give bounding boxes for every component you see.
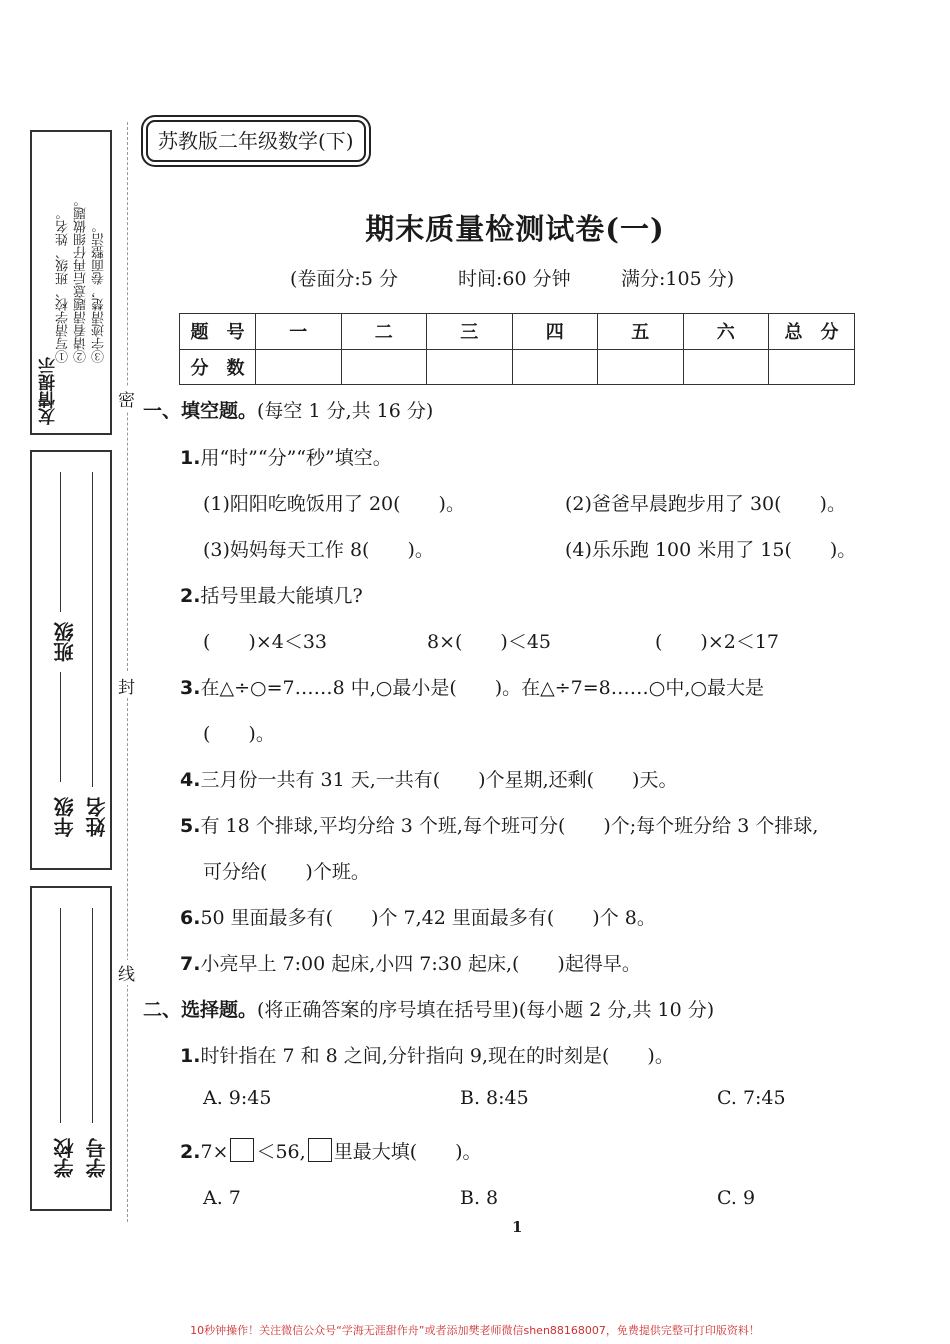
question-text: 括号里最大能填几? [200, 585, 363, 607]
question-text: 三月份一共有 31 天,一共有( )个星期,还剩( )天。 [200, 769, 678, 791]
section1-heading [143, 396, 433, 423]
question-text: 小亮早上 7:00 起床,小四 7:30 起床,( )起得早。 [200, 953, 641, 975]
question-number: 1. [180, 1045, 201, 1067]
question-1-1 [180, 443, 392, 470]
question-2-2 [180, 1137, 482, 1164]
score-cell[interactable] [769, 349, 855, 385]
fold-line [127, 122, 128, 1222]
name-line [92, 472, 93, 787]
info-time: 时间:60 分钟 [458, 268, 571, 290]
question-text: 时针指在 7 和 8 之间,分针指向 9,现在的时刻是( )。 [200, 1045, 674, 1067]
score-table-score-row [180, 349, 855, 385]
question-number: 2. [180, 1141, 201, 1163]
question-number: 5. [180, 815, 201, 837]
question-text: 在△÷○=7……8 中,○最小是( )。在△÷7=8……○中,○最大是 [200, 677, 764, 699]
tip-2: ②请看清题意后再仔细做题。 [74, 194, 89, 363]
header-cell: 四 [512, 314, 598, 350]
header-cell: 二 [341, 314, 427, 350]
score-cell[interactable] [598, 349, 684, 385]
question-number: 3. [180, 677, 201, 699]
header-cell: 六 [683, 314, 769, 350]
option-b: B. 8 [460, 1187, 499, 1209]
option-a: A. 7 [203, 1187, 241, 1209]
score-cell[interactable] [427, 349, 513, 385]
question-1-5 [180, 811, 818, 838]
option-c: C. 9 [717, 1187, 756, 1209]
section1-note: (每空 1 分,共 16 分) [257, 400, 434, 422]
question-1-3-cont: ( )。 [203, 723, 275, 745]
class-line-lower [60, 672, 61, 782]
score-table [179, 313, 855, 385]
question-1-2 [180, 581, 363, 608]
section2-heading [143, 995, 714, 1022]
header-cell: 题 号 [180, 314, 256, 350]
info-total: 满分:105 分) [621, 268, 735, 290]
header-cell: 总 分 [769, 314, 855, 350]
question-text: 50 里面最多有( )个 7,42 里面最多有( )个 8。 [200, 907, 656, 929]
tips-box [30, 130, 112, 435]
question-text: 用“时”“分”“秒”填空。 [200, 447, 392, 469]
question-1-1-a: (1)阳阳吃晚饭用了 20( )。 [203, 493, 465, 515]
question-1-1-c: (3)妈妈每天工作 8( )。 [203, 539, 434, 561]
student-id-label: 学号 [85, 1138, 109, 1178]
question-1-3 [180, 673, 764, 700]
school-info-box [30, 886, 112, 1211]
info-score: (卷面分:5 分 [290, 268, 398, 290]
score-table-header-row [180, 314, 855, 350]
id-line [92, 908, 93, 1123]
question-1-5-cont: 可分给( )个班。 [203, 861, 370, 883]
seal-mark-xian: 线 [118, 960, 135, 985]
score-cell[interactable] [341, 349, 427, 385]
header-cell: 三 [427, 314, 513, 350]
option-c: C. 7:45 [717, 1087, 786, 1109]
option-a: A. 9:45 [203, 1087, 272, 1109]
school-line [60, 908, 61, 1123]
grade-label: 年级 [53, 797, 77, 837]
header-cell: 五 [598, 314, 684, 350]
class-line [60, 472, 61, 612]
question-number: 6. [180, 907, 201, 929]
question-2-1 [180, 1041, 674, 1068]
seal-mark-feng: 封 [118, 673, 135, 698]
score-cell[interactable] [683, 349, 769, 385]
question-text-pre: 7× [200, 1141, 229, 1163]
question-1-4 [180, 765, 677, 792]
score-cell[interactable] [512, 349, 598, 385]
seal-mark-mi: 密 [118, 386, 135, 411]
answer-box[interactable] [308, 1138, 332, 1162]
question-number: 7. [180, 953, 201, 975]
question-1-2-a: ( )×4＜33 [203, 631, 328, 653]
school-label: 学校 [53, 1138, 77, 1178]
question-number: 2. [180, 585, 201, 607]
footer-note: 10秒钟操作！关注微信公众号“学海无涯甜作舟”或者添加樊老师微信shen88168007，免费提供完整可打印版资料！ [190, 1324, 760, 1337]
question-1-2-b: 8×( )＜45 [427, 631, 552, 653]
edition-badge: 苏教版二年级数学(下) [146, 120, 366, 162]
page-title: 期末质量检测试卷(一) [365, 212, 665, 246]
section2-note: (将正确答案的序号填在括号里)(每小题 2 分,共 10 分) [257, 999, 715, 1021]
tip-3: ③字迹清楚，卷面整洁。 [92, 220, 107, 363]
question-1-1-b: (2)爸爸早晨跑步用了 30( )。 [565, 493, 846, 515]
class-info-box [30, 450, 112, 870]
tips-title: 友情提示 [39, 357, 59, 425]
section2-title: 二、选择题。 [143, 999, 258, 1021]
question-1-2-c: ( )×2＜17 [655, 631, 780, 653]
class-label: 班级 [53, 622, 77, 662]
question-1-1-d: (4)乐乐跑 100 米用了 15( )。 [565, 539, 857, 561]
question-1-7 [180, 949, 641, 976]
answer-box[interactable] [230, 1138, 254, 1162]
question-text-mid: ＜56, [256, 1141, 306, 1163]
question-text-post: 里最大填( )。 [333, 1141, 482, 1163]
option-b: B. 8:45 [460, 1087, 529, 1109]
section1-title: 一、填空题。 [143, 400, 258, 422]
question-number: 4. [180, 769, 201, 791]
header-cell: 一 [256, 314, 342, 350]
question-text: 有 18 个排球,平均分给 3 个班,每个班可分( )个;每个班分给 3 个排球, [200, 815, 819, 837]
page-number: 1 [512, 1218, 523, 1236]
tip-1: ①写清学校、班级、姓名。 [56, 207, 71, 363]
score-row-label: 分 数 [180, 349, 256, 385]
question-number: 1. [180, 447, 201, 469]
score-cell[interactable] [256, 349, 342, 385]
question-1-6 [180, 903, 656, 930]
name-label: 姓名 [85, 797, 109, 837]
